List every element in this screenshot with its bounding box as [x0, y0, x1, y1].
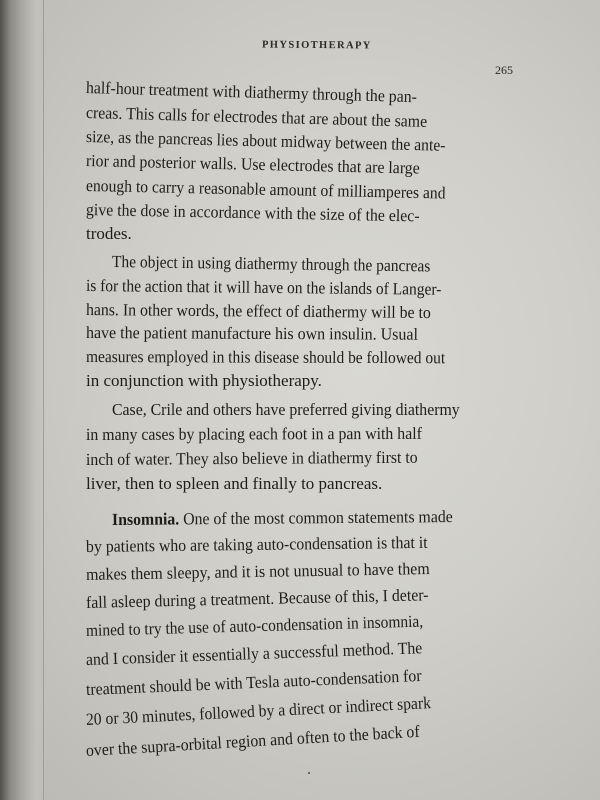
text-line: enough to carry a reasonable amount of milliamperes and: [85, 176, 446, 203]
text-line: in conjunction with physiotherapy.: [86, 371, 322, 390]
text-line: and I consider it essentially a successful method. The: [85, 638, 423, 669]
running-head: PHYSIOTHERAPY: [261, 39, 372, 52]
text-line: 20 or 30 minutes, followed by a direct or indirect spark: [85, 693, 432, 729]
text-line: size, as the pancreas lies about midway between the ante-: [85, 127, 446, 155]
text-line: mined to try the use of auto-condensation in insomnia,: [85, 611, 424, 640]
page-number: 265: [495, 63, 513, 77]
text-line: creas. This calls for electrodes that are about the same: [85, 103, 428, 131]
page-gutter-shadow: [0, 0, 46, 800]
gutter-edge-line: [43, 0, 44, 800]
text-line: Case, Crile and others have preferred giving diathermy: [112, 400, 460, 419]
text-line: fall asleep during a treatment. Because of this, I deter-: [85, 585, 429, 612]
text-line: in many cases by placing each foot in a pan with half: [85, 423, 422, 444]
text-line: rior and posterior walls. Use electrodes that are large: [85, 151, 420, 178]
section-heading: Insomnia.: [111, 509, 180, 529]
text-line: half-hour treatment with diathermy through the pan-: [85, 78, 418, 107]
text-line: measures employed in this disease should be followed out: [85, 347, 446, 368]
text-line: liver, then to spleen and finally to pancreas.: [86, 474, 383, 493]
text-line: have the patient manufacture his own insulin. Usual: [85, 323, 418, 344]
text-line: hans. In other words, the effect of diathermy will be to: [85, 300, 431, 323]
text-line: is for the action that it will have on the islands of Langer-: [85, 276, 442, 299]
text-line: over the supra-orbital region and often to the back of: [85, 721, 421, 760]
section-heading-continuation: One of the most common statements made: [183, 507, 453, 529]
paper-speck: [308, 772, 310, 774]
text-line: inch of water. They also believe in diathermy first to: [85, 447, 418, 469]
text-line: treatment should be with Tesla auto-condensation for: [85, 665, 422, 699]
text-line: give the dose in accordance with the size of the elec-: [85, 200, 420, 226]
text-line: trodes.: [86, 224, 132, 243]
text-line: by patients who are taking auto-condensation is that it: [85, 532, 428, 556]
text-line: [112, 507, 453, 530]
text-line: The object in using diathermy through the pancreas: [111, 252, 431, 276]
text-line: makes them sleepy, and it is not unusual to have them: [85, 559, 430, 584]
